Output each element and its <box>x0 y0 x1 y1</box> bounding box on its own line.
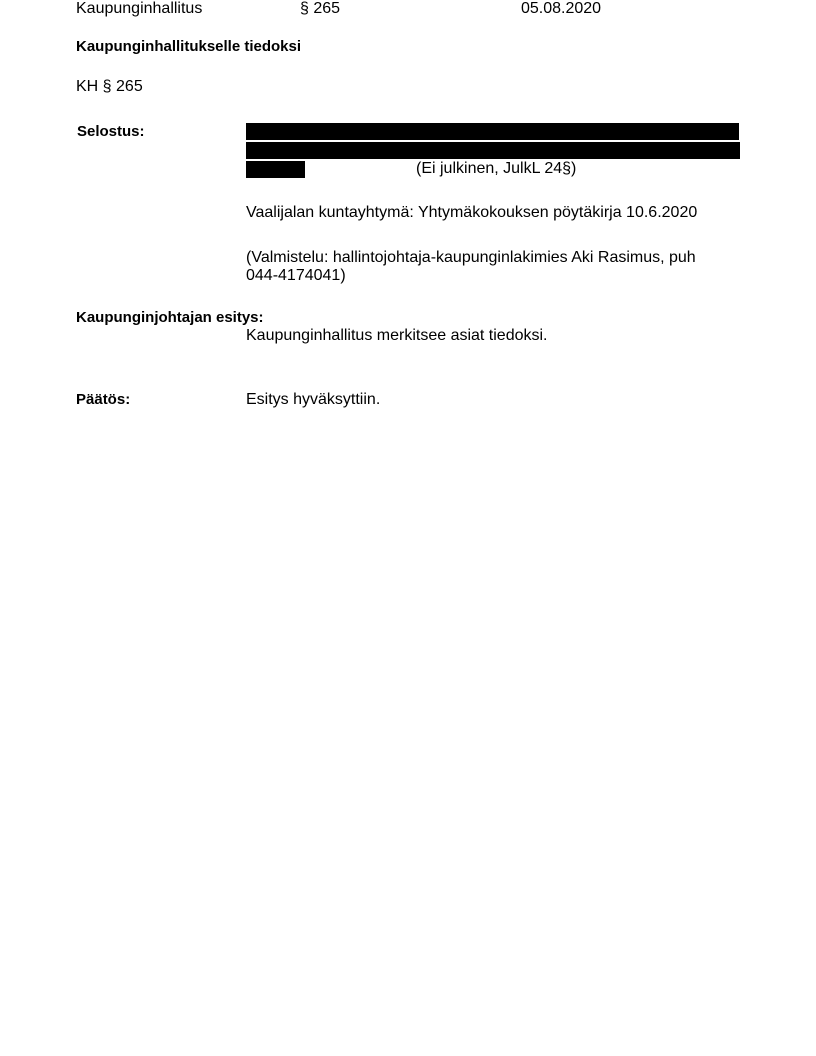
header-body-name: Kaupunginhallitus <box>76 0 203 17</box>
header-date: 05.08.2020 <box>521 0 602 17</box>
decision-text: Esitys hyväksyttiin. <box>246 391 381 408</box>
confidential-note: (Ei julkinen, JulkL 24§) <box>416 160 577 177</box>
redaction-bar-1 <box>246 123 739 140</box>
preparation-line-2: 044-4174041) <box>246 267 346 284</box>
redaction-bar-3 <box>246 161 305 178</box>
decision-label: Päätös: <box>76 391 131 408</box>
selostus-label: Selostus: <box>77 123 145 140</box>
item-reference: KH § 265 <box>76 78 143 95</box>
proposal-label: Kaupunginjohtajan esitys: <box>76 309 264 326</box>
preparation-line-1: (Valmistelu: hallintojohtaja-kaupunginlakimies Aki Rasimus, puh <box>246 249 696 266</box>
redaction-bar-2 <box>246 142 740 159</box>
proposal-text: Kaupunginhallitus merkitsee asiat tiedoksi. <box>246 327 548 344</box>
minutes-reference: Vaalijalan kuntayhtymä: Yhtymäkokouksen pöytäkirja 10.6.2020 <box>246 204 698 221</box>
header-section-number: § 265 <box>300 0 341 17</box>
item-title: Kaupunginhallitukselle tiedoksi <box>76 38 302 55</box>
